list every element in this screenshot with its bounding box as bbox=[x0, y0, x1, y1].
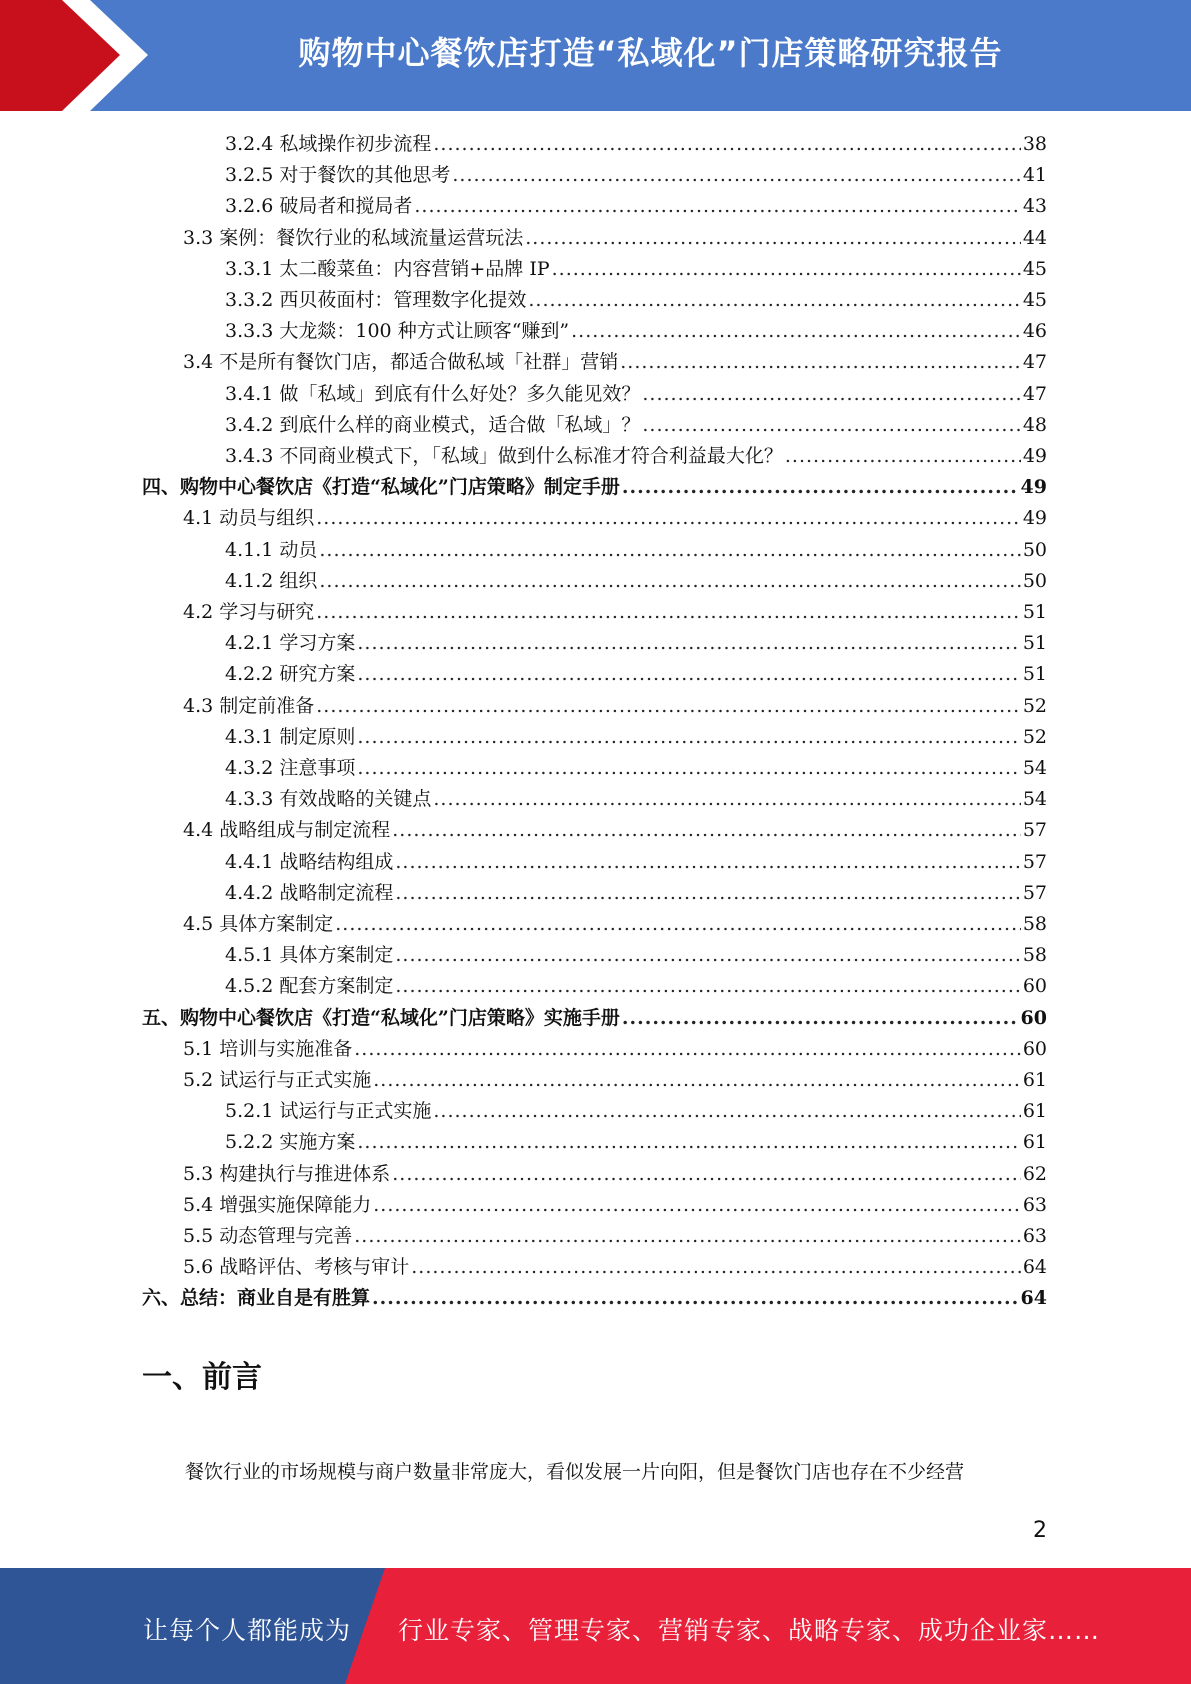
toc-leader-dots bbox=[392, 1159, 1021, 1190]
toc-entry[interactable] bbox=[0, 815, 1191, 846]
toc-leader-dots bbox=[354, 1034, 1021, 1065]
toc-leader-dots bbox=[642, 410, 1020, 441]
toc-entry-page: 51 bbox=[1022, 601, 1047, 623]
toc-entry-page: 62 bbox=[1022, 1162, 1047, 1185]
body-paragraph: 餐饮行业的市场规模与商户数量非常庞大，看似发展一片向阳，但是餐饮门店也存在不少经营 bbox=[185, 1461, 965, 1483]
toc-entry[interactable] bbox=[0, 472, 1191, 503]
toc-leader-dots bbox=[528, 285, 1020, 316]
toc-entry-page: 61 bbox=[1022, 1100, 1047, 1123]
toc-entry[interactable] bbox=[0, 1283, 1191, 1314]
toc-entry-page: 60 bbox=[1022, 975, 1047, 998]
toc-entry-label: 5.4 增强实施保障能力 bbox=[183, 1193, 372, 1216]
toc-entry[interactable] bbox=[0, 160, 1191, 191]
toc-entry-label: 4.1.1 动员 bbox=[225, 538, 318, 561]
toc-entry-page: 63 bbox=[1022, 1193, 1047, 1216]
toc-entry[interactable] bbox=[0, 1127, 1191, 1158]
toc-entry-page: 64 bbox=[1020, 1287, 1047, 1310]
toc-entry-page: 54 bbox=[1022, 788, 1047, 811]
toc-entry-page: 44 bbox=[1022, 226, 1047, 249]
toc-entry[interactable] bbox=[0, 503, 1191, 534]
toc-entry-label: 5.5 动态管理与完善 bbox=[183, 1225, 353, 1247]
toc-entry-page: 60 bbox=[1022, 1037, 1047, 1060]
toc-entry-label: 3.3 案例：餐饮行业的私域流量运营玩法 bbox=[183, 226, 524, 249]
toc-entry-page: 45 bbox=[1022, 289, 1047, 311]
toc-entry-label: 3.4.2 到底什么样的商业模式，适合做「私域」？ bbox=[225, 413, 641, 436]
toc-entry[interactable] bbox=[0, 191, 1191, 222]
toc-leader-dots bbox=[620, 347, 1021, 378]
toc-entry[interactable] bbox=[0, 722, 1191, 753]
toc-entry[interactable] bbox=[0, 129, 1191, 160]
toc-entry[interactable] bbox=[0, 316, 1191, 347]
toc-entry-page: 46 bbox=[1022, 320, 1047, 343]
toc-entry[interactable] bbox=[0, 254, 1191, 285]
toc-entry-page: 43 bbox=[1022, 195, 1047, 218]
toc-leader-dots bbox=[319, 535, 1020, 566]
toc-entry-label: 3.3.3 大龙燚：100 种方式让顾客“赚到” bbox=[225, 320, 570, 343]
toc-leader-dots bbox=[395, 940, 1020, 971]
toc-entry[interactable] bbox=[0, 753, 1191, 784]
toc-leader-dots bbox=[433, 784, 1020, 815]
toc-entry-page: 54 bbox=[1022, 757, 1047, 779]
toc-entry-label: 五、购物中心餐饮店《打造“私域化”门店策略》实施手册 bbox=[142, 1006, 620, 1029]
toc-entry-label: 3.3.2 西贝莜面村：管理数字化提效 bbox=[225, 289, 527, 311]
page-header bbox=[0, 0, 1191, 111]
toc-entry[interactable] bbox=[0, 1003, 1191, 1034]
toc-entry-page: 58 bbox=[1022, 944, 1047, 967]
toc-leader-dots bbox=[642, 379, 1020, 410]
toc-entry-label: 3.4.3 不同商业模式下，「私域」做到什么标准才符合利益最大化？ bbox=[225, 445, 783, 467]
toc-entry-label: 4.1.2 组织 bbox=[225, 569, 318, 592]
toc-entry[interactable] bbox=[0, 1096, 1191, 1127]
toc-entry-page: 60 bbox=[1020, 1006, 1047, 1029]
toc-entry-page: 38 bbox=[1022, 133, 1047, 155]
toc-entry[interactable] bbox=[0, 285, 1191, 316]
toc-leader-dots bbox=[525, 223, 1021, 254]
toc-leader-dots bbox=[357, 722, 1020, 753]
toc-entry-page: 61 bbox=[1022, 1131, 1047, 1154]
toc-leader-dots bbox=[622, 1003, 1019, 1034]
toc-leader-dots bbox=[372, 1283, 1019, 1314]
toc-entry[interactable] bbox=[0, 1190, 1191, 1221]
toc-leader-dots bbox=[335, 909, 1021, 940]
toc-leader-dots bbox=[354, 1221, 1021, 1252]
toc-entry-label: 4.1 动员与组织 bbox=[183, 507, 315, 530]
toc-leader-dots bbox=[373, 1190, 1021, 1221]
toc-entry-label: 六、总结：商业自是有胜算 bbox=[142, 1287, 371, 1310]
toc-entry-label: 4.2.1 学习方案 bbox=[225, 632, 356, 655]
toc-entry[interactable] bbox=[0, 347, 1191, 378]
toc-leader-dots bbox=[395, 971, 1020, 1002]
toc-leader-dots bbox=[433, 1096, 1020, 1127]
toc-entry-page: 47 bbox=[1022, 382, 1047, 405]
toc-entry[interactable] bbox=[0, 379, 1191, 410]
toc-entry-label: 3.4.1 做「私域」到底有什么好处？多久能见效？ bbox=[225, 382, 641, 405]
toc-entry-page: 41 bbox=[1022, 164, 1047, 187]
toc-entry-label: 5.3 构建执行与推进体系 bbox=[183, 1162, 391, 1185]
toc-entry[interactable] bbox=[0, 691, 1191, 722]
toc-entry[interactable] bbox=[0, 223, 1191, 254]
toc-leader-dots bbox=[316, 597, 1021, 628]
toc-entry[interactable] bbox=[0, 909, 1191, 940]
toc-entry-label: 4.5.1 具体方案制定 bbox=[225, 944, 394, 967]
toc-entry-label: 4.4.2 战略制定流程 bbox=[225, 881, 394, 904]
toc-entry-page: 52 bbox=[1022, 694, 1047, 717]
toc-leader-dots bbox=[571, 316, 1021, 347]
toc-entry-page: 49 bbox=[1022, 445, 1047, 467]
toc-leader-dots bbox=[395, 878, 1020, 909]
toc-entry-page: 61 bbox=[1022, 1069, 1047, 1091]
toc-entry-label: 4.2 学习与研究 bbox=[183, 601, 315, 623]
toc-entry[interactable] bbox=[0, 1221, 1191, 1252]
section-heading: 一、前言 bbox=[142, 1360, 262, 1395]
toc-entry[interactable] bbox=[0, 784, 1191, 815]
toc-leader-dots bbox=[392, 815, 1021, 846]
toc-leader-dots bbox=[411, 1252, 1021, 1283]
toc-entry-page: 45 bbox=[1022, 257, 1047, 280]
toc-entry-label: 5.2.2 实施方案 bbox=[225, 1131, 356, 1154]
toc-leader-dots bbox=[433, 129, 1020, 160]
toc-leader-dots bbox=[319, 566, 1020, 597]
toc-entry-label: 4.5.2 配套方案制定 bbox=[225, 975, 394, 998]
toc-entry-page: 57 bbox=[1022, 881, 1047, 904]
toc-entry[interactable] bbox=[0, 410, 1191, 441]
toc-entry-page: 50 bbox=[1022, 569, 1047, 592]
toc-entry-page: 49 bbox=[1022, 507, 1047, 530]
toc-entry-label: 4.2.2 研究方案 bbox=[225, 663, 356, 686]
toc-entry-label: 3.2.6 破局者和搅局者 bbox=[225, 195, 413, 218]
toc-leader-dots bbox=[357, 659, 1020, 690]
toc-entry-label: 5.6 战略评估、考核与审计 bbox=[183, 1256, 410, 1279]
toc-entry[interactable] bbox=[0, 1252, 1191, 1283]
footer-slogan-left: 让每个人都能成为 bbox=[143, 1616, 352, 1645]
toc-entry-label: 5.2.1 试运行与正式实施 bbox=[225, 1100, 432, 1123]
toc-entry-label: 5.2 试运行与正式实施 bbox=[183, 1069, 372, 1091]
header-title: 购物中心餐饮店打造“私域化”门店策略研究报告 bbox=[298, 34, 1003, 72]
toc-entry[interactable] bbox=[0, 659, 1191, 690]
toc-entry[interactable] bbox=[0, 1159, 1191, 1190]
toc-entry-label: 4.3.1 制定原则 bbox=[225, 725, 356, 748]
toc-entry[interactable] bbox=[0, 566, 1191, 597]
toc-entry-page: 64 bbox=[1022, 1256, 1047, 1279]
toc-leader-dots bbox=[622, 472, 1019, 503]
toc-entry-page: 47 bbox=[1022, 351, 1047, 374]
toc-entry-page: 58 bbox=[1022, 913, 1047, 935]
toc-entry-label: 4.3.3 有效战略的关键点 bbox=[225, 788, 432, 811]
toc-entry-label: 3.3.1 太二酸菜鱼：内容营销+品牌 IP bbox=[225, 257, 550, 280]
toc-entry[interactable] bbox=[0, 628, 1191, 659]
toc-leader-dots bbox=[552, 254, 1021, 285]
toc-entry-label: 4.3 制定前准备 bbox=[183, 694, 315, 717]
toc-entry-label: 4.4.1 战略结构组成 bbox=[225, 850, 394, 873]
toc-entry-page: 51 bbox=[1022, 663, 1047, 686]
toc-entry[interactable] bbox=[0, 535, 1191, 566]
toc-entry-label: 5.1 培训与实施准备 bbox=[183, 1037, 353, 1060]
toc-entry-label: 3.4 不是所有餐饮门店，都适合做私域「社群」营销 bbox=[183, 351, 619, 374]
toc-entry[interactable] bbox=[0, 597, 1191, 628]
toc-entry[interactable] bbox=[0, 940, 1191, 971]
toc-leader-dots bbox=[357, 753, 1020, 784]
toc-leader-dots bbox=[414, 191, 1020, 222]
toc-entry[interactable] bbox=[0, 1034, 1191, 1065]
toc-entry-page: 52 bbox=[1022, 725, 1047, 748]
toc-entry[interactable] bbox=[0, 878, 1191, 909]
toc-entry-page: 63 bbox=[1022, 1225, 1047, 1247]
toc-entry-page: 51 bbox=[1022, 632, 1047, 655]
toc-entry-label: 4.3.2 注意事项 bbox=[225, 757, 356, 779]
toc-leader-dots bbox=[373, 1065, 1021, 1096]
toc-entry-label: 四、购物中心餐饮店《打造“私域化”门店策略》制定手册 bbox=[142, 476, 620, 499]
page-footer bbox=[0, 1568, 1191, 1684]
toc-entry-label: 3.2.5 对于餐饮的其他思考 bbox=[225, 164, 451, 187]
toc-entry-page: 57 bbox=[1022, 850, 1047, 873]
toc-leader-dots bbox=[395, 847, 1020, 878]
toc-leader-dots bbox=[316, 691, 1021, 722]
toc-entry-page: 50 bbox=[1022, 538, 1047, 561]
toc-entry[interactable] bbox=[0, 971, 1191, 1002]
toc-entry-page: 57 bbox=[1022, 819, 1047, 842]
toc-leader-dots bbox=[357, 628, 1020, 659]
toc-leader-dots bbox=[785, 441, 1021, 472]
toc-leader-dots bbox=[452, 160, 1020, 191]
page-number: 2 bbox=[1033, 1518, 1047, 1543]
toc-entry[interactable] bbox=[0, 1065, 1191, 1096]
toc-entry[interactable] bbox=[0, 441, 1191, 472]
toc-leader-dots bbox=[316, 503, 1021, 534]
footer-slogan-right: 行业专家、管理专家、营销专家、战略专家、成功企业家…… bbox=[398, 1616, 1101, 1645]
toc-entry-label: 4.4 战略组成与制定流程 bbox=[183, 819, 391, 842]
toc-entry[interactable] bbox=[0, 847, 1191, 878]
toc-entry-label: 4.5 具体方案制定 bbox=[183, 913, 334, 935]
toc-leader-dots bbox=[357, 1127, 1020, 1158]
toc-entry-label: 3.2.4 私域操作初步流程 bbox=[225, 133, 432, 155]
toc-entry-page: 49 bbox=[1020, 476, 1047, 499]
toc-entry-page: 48 bbox=[1022, 413, 1047, 436]
